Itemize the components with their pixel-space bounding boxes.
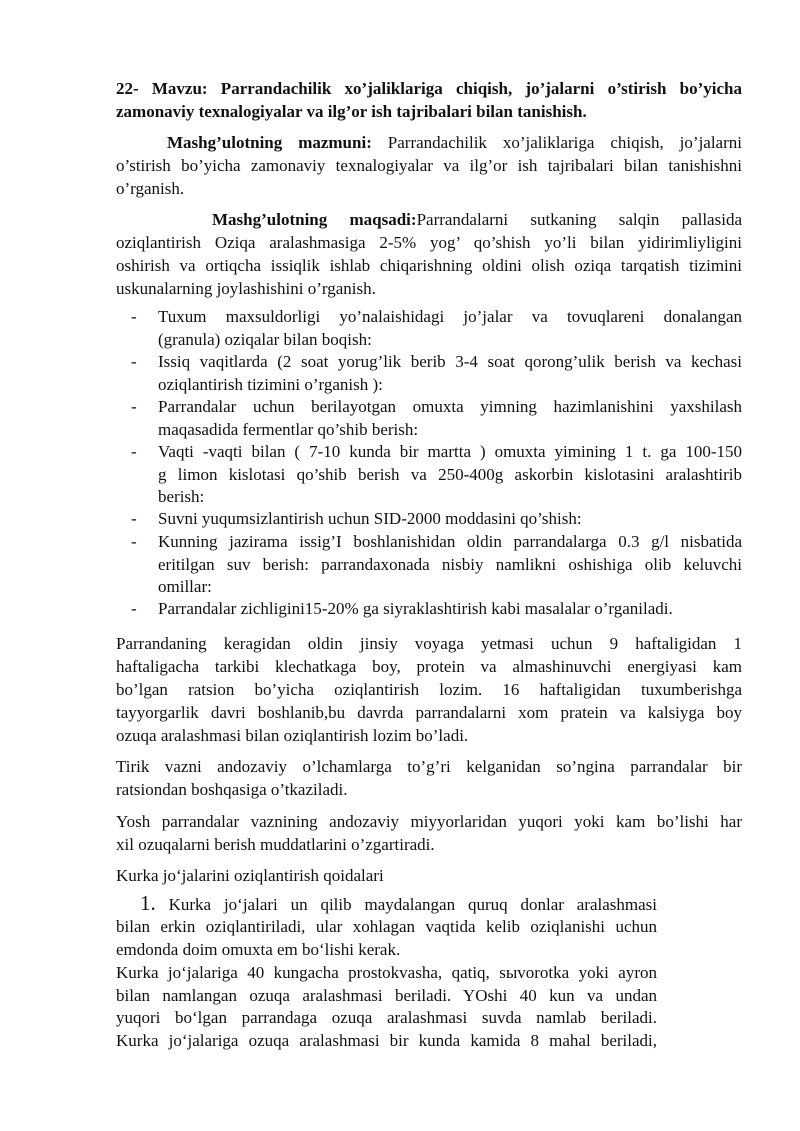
- paragraph-line: ratsiondan boshqasiga o’tkaziladi.: [116, 780, 348, 799]
- list-bullet: -: [131, 397, 137, 416]
- list-item-line: Parrandalar uchun berilayotgan omuxta yimning hazimlanishini yaxshilash: [158, 397, 742, 416]
- paragraph-line: Kurka jo‘jalariga 40 kungacha prostokvasha, qatiq, sыvorotka yoki ayron: [116, 963, 657, 982]
- topic-title-line-1: 22- Mavzu: Parrandachilik xo’jaliklariga chiqish, jo’jalarni o’stirish bo’yicha: [116, 79, 742, 98]
- list-item-line: berish:: [158, 487, 205, 506]
- list-bullet: -: [131, 599, 137, 618]
- numbered-line-1: [140, 892, 657, 916]
- maqsadi-label: Mashg’ulotning maqsadi:: [212, 210, 417, 229]
- list-bullet: -: [131, 509, 137, 528]
- paragraph-line: bo’lgan ratsion bo’yicha oziqlantirish lozim. 16 haftaligidan tuxumberishga: [116, 680, 742, 699]
- list-item-line: (granula) oziqalar bilan boqish:: [158, 330, 372, 349]
- list-item-line: Tuxum maxsuldorligi yo’nalaishidagi jo’jalar va tovuqlareni donalangan: [158, 307, 742, 326]
- list-item-line: Kunning jazirama issig’I boshlanishidan oldin parrandalarga 0.3 g/l nisbatida: [158, 532, 742, 551]
- mazmuni-label: Mashg’ulotning mazmuni:: [167, 133, 372, 152]
- list-item-line: eritilgan suv berish: parrandaxonada nisbiy namlikni oshishiga olib keluvchi: [158, 555, 742, 574]
- list-bullet: -: [131, 307, 137, 326]
- paragraph-line: ozuqa aralashmasi bilan oziqlantirish lozim bo’ladi.: [116, 726, 469, 745]
- paragraph-line: haftaligacha tarkibi klechatkaga boy, protein va almashinuvchi energiyasi kam: [116, 657, 742, 676]
- paragraph-line: yuqori bo‘lgan parrandaga ozuqa aralashmasi suvda namlab beriladi.: [116, 1008, 657, 1027]
- numbered-text: Kurka jo‘jalari un qilib maydalangan quruq donlar aralashmasi: [155, 895, 657, 914]
- list-item-line: Vaqti -vaqti bilan ( 7-10 kunda bir martta ) omuxta yimining 1 t. ga 100-150: [158, 442, 742, 461]
- maqsadi-line-1: [212, 208, 742, 231]
- mazmuni-line-2: o’stirish bo’yicha zamonaviy texnalogiyalar va ilg’or ish tajribalari bilan tanishishni: [116, 156, 742, 175]
- maqsadi-line-3: oshirish va ortiqcha issiqlik ishlab chiqarishning oldini olish oziqa tarqatish tizimini: [116, 256, 742, 275]
- maqsadi-text: Parrandalarni sutkaning salqin pallasida: [416, 210, 742, 229]
- list-item-line: omillar:: [158, 577, 212, 596]
- paragraph-line: tayyorgarlik davri boshlanib,bu davrda parrandalarni xom pratein va kalsiyga boy: [116, 703, 742, 722]
- paragraph-line: Tirik vazni andozaviy o’lchamlarga to’g’ri kelganidan so’ngina parrandalar bir: [116, 757, 742, 776]
- list-item-line: maqasadida fermentlar qo’shib berish:: [158, 420, 419, 439]
- list-item-line: Suvni yuqumsizlantirish uchun SID-2000 moddasini qo’shish:: [158, 509, 582, 528]
- section-subheading: Kurka jo‘jalarini oziqlantirish qoidalari: [116, 866, 384, 885]
- numbered-line-2: bilan erkin oziqlantiriladi, ular xohlagan vaqtida kelib oziqlanishi uchun: [116, 917, 657, 936]
- paragraph-line: bilan namlangan ozuqa aralashmasi beriladi. YOshi 40 kun va undan: [116, 986, 657, 1005]
- maqsadi-line-2: oziqlantirish Oziqa aralashmasiga 2-5% yog’ qo’shish yo’li bilan yidirimliyligini: [116, 233, 742, 252]
- paragraph-line: xil ozuqalarni berish muddatlarini o’zgartiradi.: [116, 835, 435, 854]
- topic-title-line-2: zamonaviy texnalogiyalar va ilg’or ish tajribalari bilan tanishish.: [116, 102, 587, 121]
- list-bullet: -: [131, 352, 137, 371]
- list-bullet: -: [131, 442, 137, 461]
- numbered-line-3: emdonda doim omuxta em bo‘lishi kerak.: [116, 940, 401, 959]
- paragraph-line: Parrandaning keragidan oldin jinsiy voyaga yetmasi uchun 9 haftaligidan 1: [116, 634, 742, 653]
- mazmuni-text: Parrandachilik xo’jaliklariga chiqish, jo’jalarni: [371, 133, 742, 152]
- item-number: 1.: [140, 891, 156, 915]
- paragraph-line: Yosh parrandalar vaznining andozaviy miyyorlaridan yuqori yoki kam bo’lishi har: [116, 812, 742, 831]
- list-item-line: g limon kislotasi qo’shib berish va 250-400g askorbin kislotasini aralashtirib: [158, 465, 742, 484]
- maqsadi-line-4: uskunalarning joylashishini o’rganish.: [116, 279, 376, 298]
- paragraph-line: Kurka jo‘jalariga ozuqa aralashmasi bir kunda kamida 8 mahal beriladi,: [116, 1031, 657, 1050]
- mazmuni-line-1: [167, 131, 742, 154]
- list-item-line: oziqlantirish tizimini o’rganish ):: [158, 375, 383, 394]
- mazmuni-line-3: o’rganish.: [116, 179, 185, 198]
- list-bullet: -: [131, 532, 137, 551]
- list-item-line: Issiq vaqitlarda (2 soat yorug’lik berib 3-4 soat qorong’ulik berish va kechasi: [158, 352, 742, 371]
- list-item-line: Parrandalar zichligini15-20% ga siyraklashtirish kabi masalalar o’rganiladi.: [158, 599, 673, 618]
